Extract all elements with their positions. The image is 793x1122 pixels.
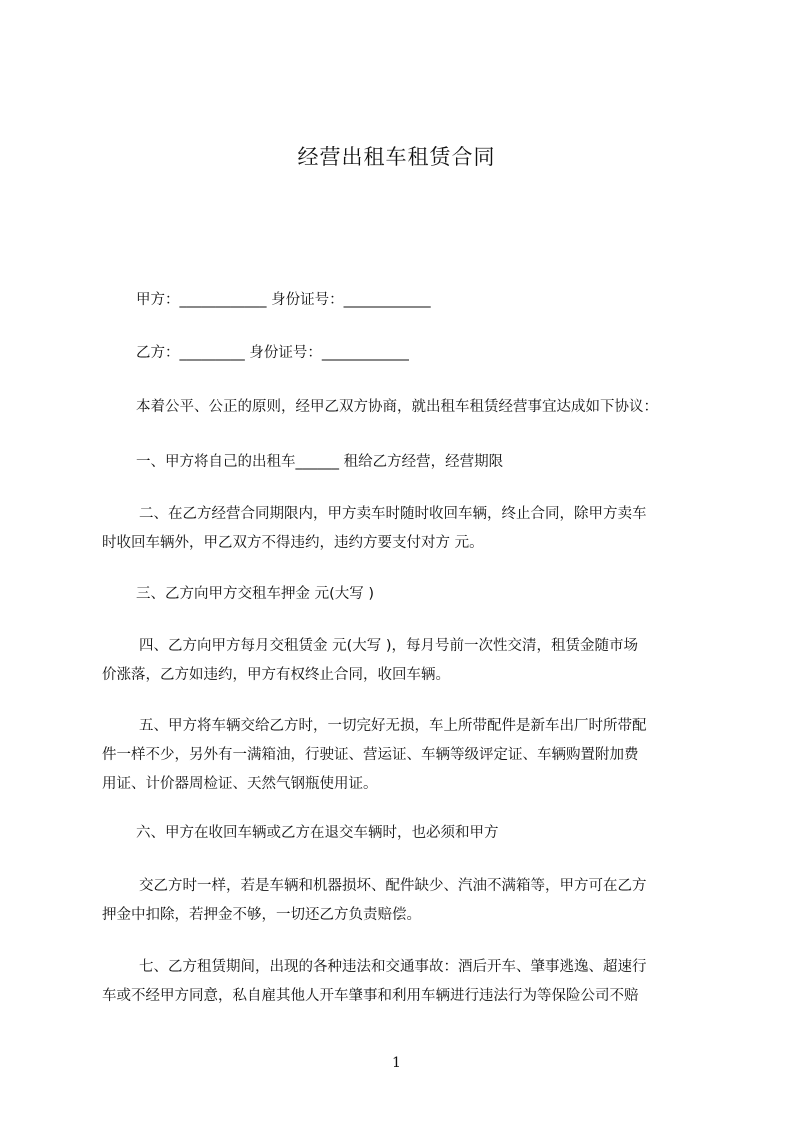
clause-6-text: 六、甲方在收回车辆或乙方在退交车辆时，也必须和甲方 [136, 825, 499, 841]
clause-2-paragraph [102, 500, 704, 558]
clause-3-paragraph [102, 580, 704, 609]
clause-6b-line-2: 押金中扣除，若押金不够，一切还乙方负责赔偿。 [102, 907, 421, 923]
clause-1-paragraph [102, 448, 704, 477]
clause-6b-line-1: 交乙方时一样，若是车辆和机器损坏、配件缺少、汽油不满箱等，甲方可在乙方 [139, 878, 647, 894]
page-number: 1 [392, 1055, 401, 1071]
party-a-text: 甲方：____________ 身份证号：____________ [136, 292, 431, 308]
preamble-paragraph [102, 393, 704, 422]
clause-5-paragraph [102, 712, 704, 799]
clause-6b-paragraph [102, 872, 704, 930]
party-b-line [102, 339, 704, 368]
clause-4-line-1: 四、乙方向甲方每月交租赁金 元(大写 )，每月号前一次性交清，租赁金随市场 [139, 638, 639, 654]
clause-4-line-2: 价涨落，乙方如违约，甲方有权终止合同，收回车辆。 [102, 667, 450, 683]
clause-7-paragraph [102, 953, 704, 1011]
document-title: 经营出租车租赁合同 [297, 145, 496, 169]
clause-7-line-2: 车或不经甲方同意，私自雇其他人开车肇事和利用车辆进行违法行为等保险公司不赔 [102, 988, 639, 1004]
clause-4-paragraph [102, 632, 704, 690]
clause-2-line-2: 时收回车辆外，甲乙双方不得违约，违约方要支付对方 元。 [102, 535, 484, 551]
clause-5-line-2: 件一样不少，另外有一满箱油，行驶证、营运证、车辆等级评定证、车辆购置附加费 [102, 747, 639, 763]
party-b-text: 乙方：_________ 身份证号：____________ [136, 345, 409, 361]
party-a-line [102, 286, 704, 315]
clause-6-paragraph [102, 819, 704, 848]
clause-5-line-3: 用证、计价器周检证、天然气钢瓶使用证。 [102, 776, 378, 792]
clause-5-line-1: 五、甲方将车辆交给乙方时，一切完好无损，车上所带配件是新车出厂时所带配 [139, 718, 647, 734]
clause-1-text: 一、甲方将自己的出租车______ 租给乙方经营，经营期限 [136, 454, 504, 470]
clause-7-line-1: 七、乙方租赁期间，出现的各种违法和交通事故：酒后开车、肇事逃逸、超速行 [139, 959, 647, 975]
preamble-text: 本着公平、公正的原则，经甲乙双方协商，就出租车租赁经营事宜达成如下协议： [136, 399, 658, 415]
clause-2-line-1: 二、在乙方经营合同期限内，甲方卖车时随时收回车辆，终止合同，除甲方卖车 [139, 506, 647, 522]
clause-3-text: 三、乙方向甲方交租车押金 元(大写 ) [136, 586, 375, 602]
